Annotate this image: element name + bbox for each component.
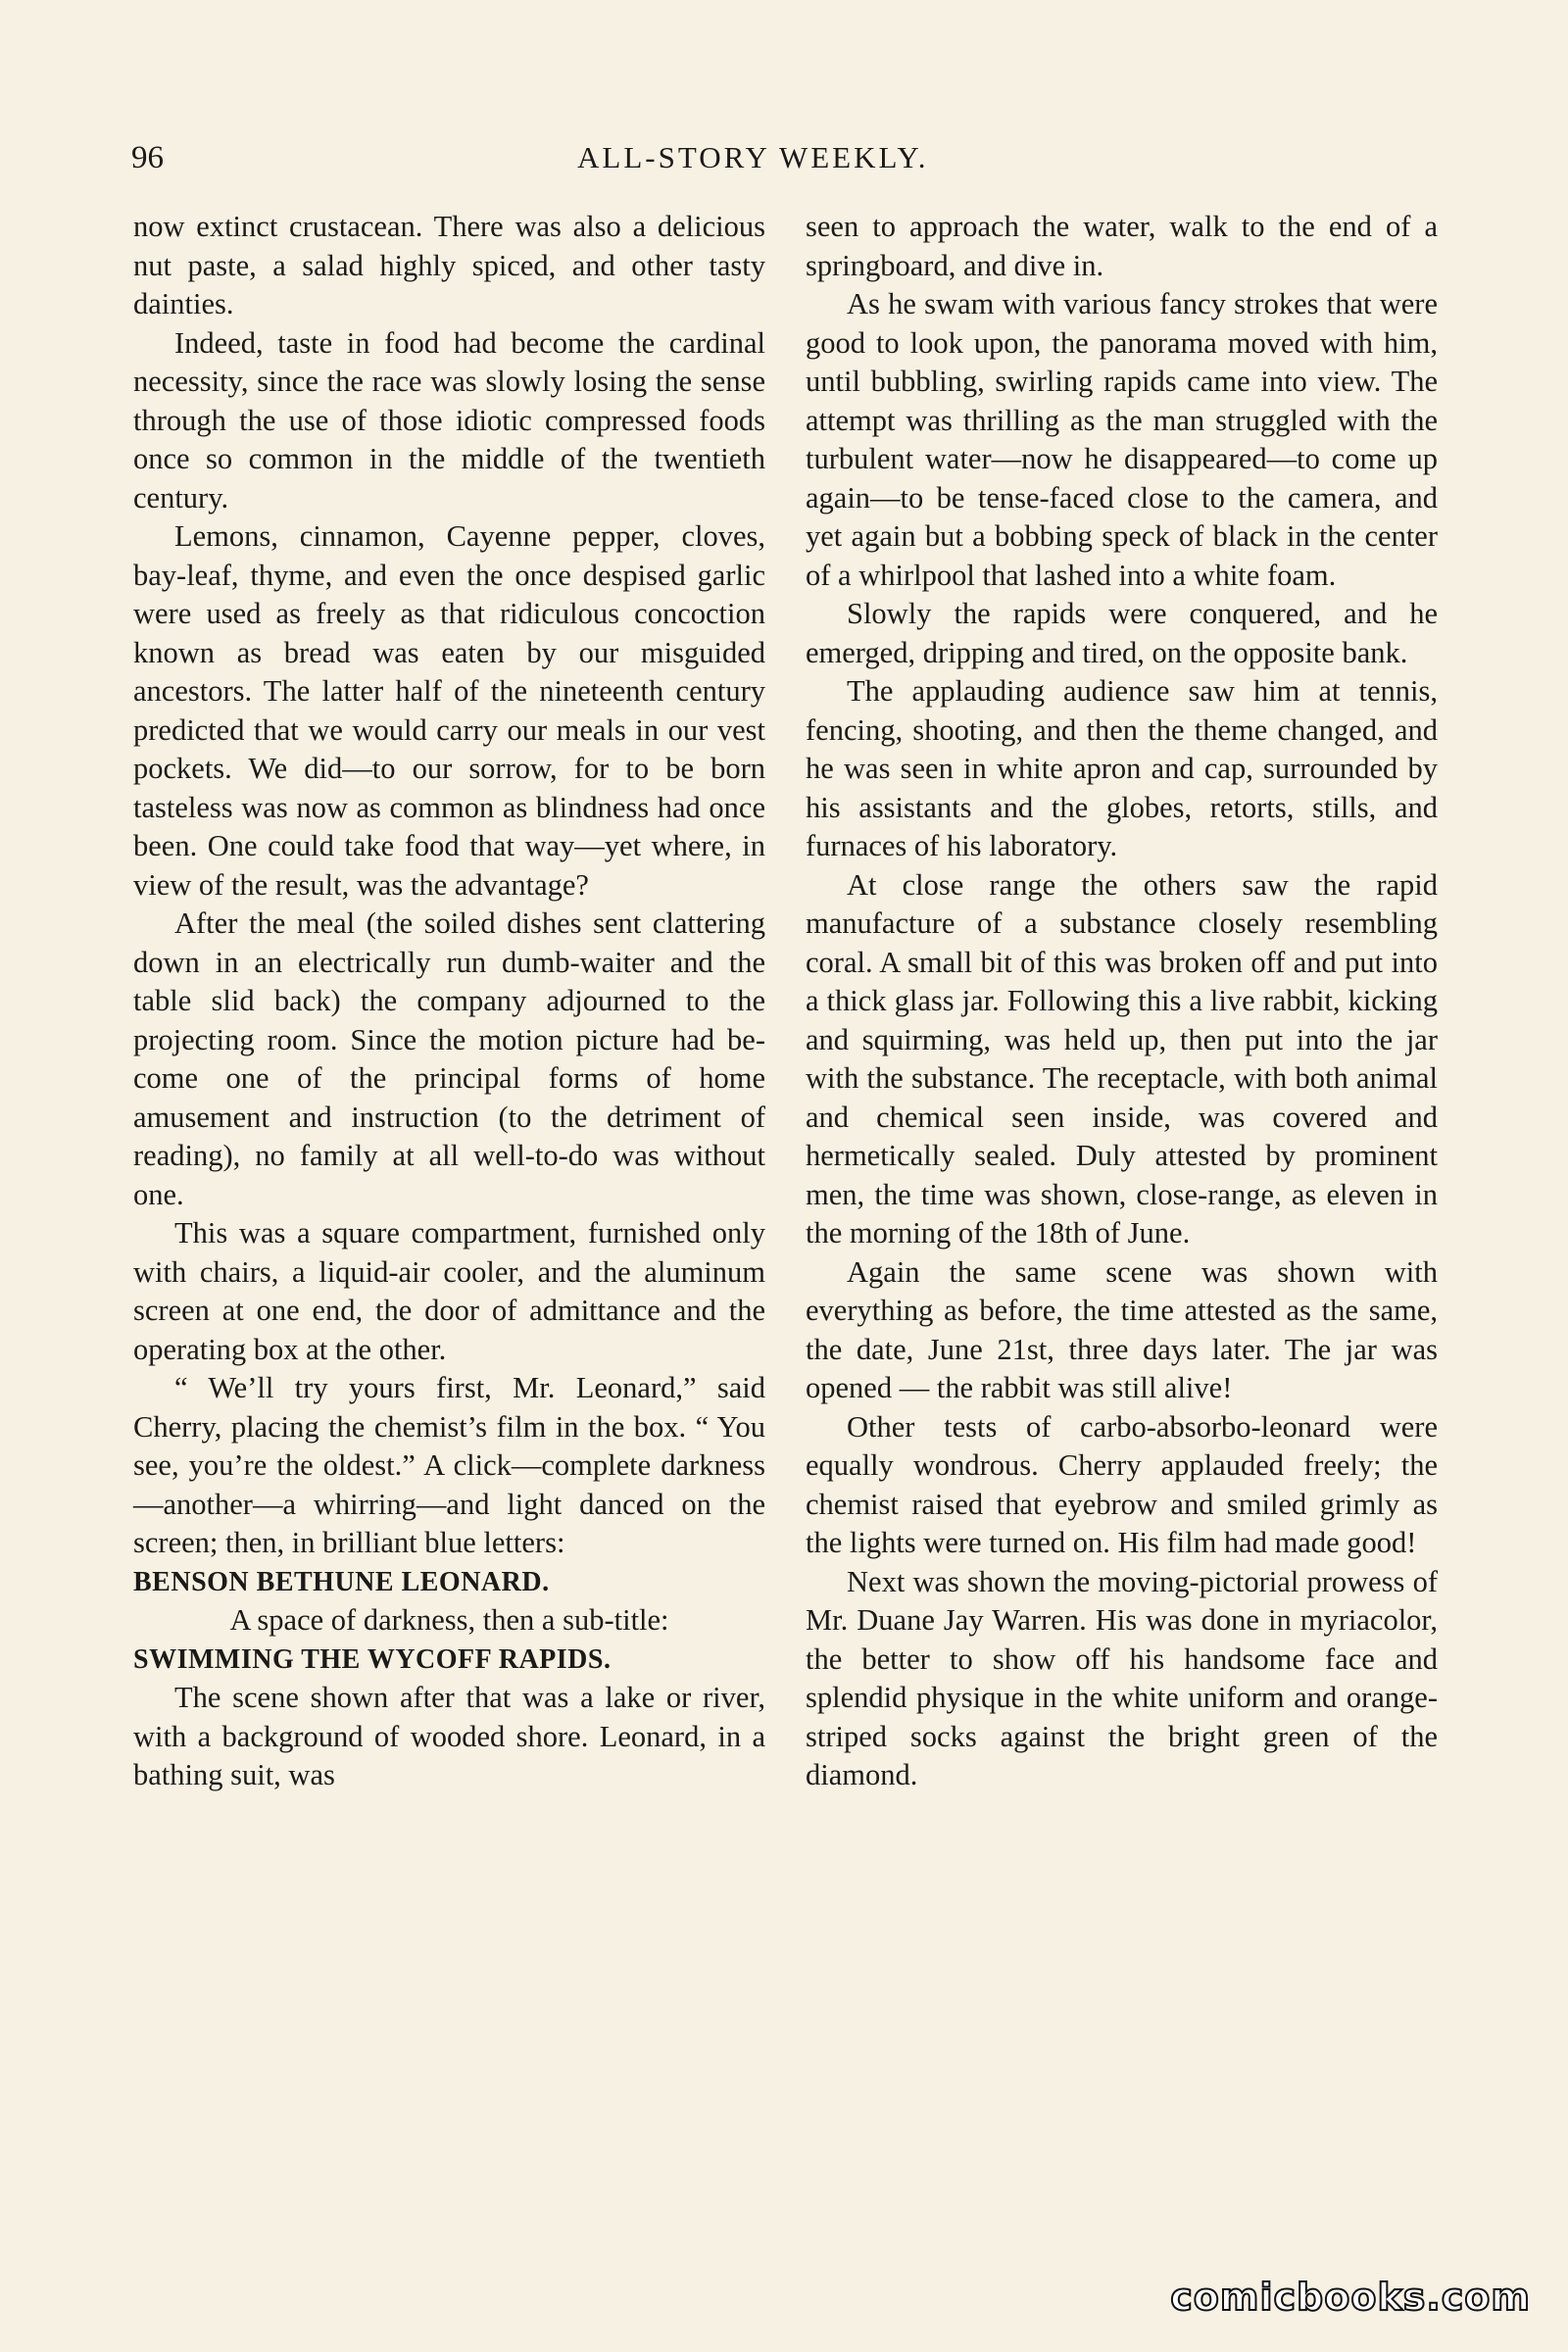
paragraph: Again the same scene was shown with everything as before, the time attested as the same, the date, June 21st, three days later. The jar was opened — the rabbit was still alive! — [806, 1254, 1438, 1404]
paragraph: At close range the others saw the rapid manufacture of a substance closely resembling coral. A small bit of this was broken off and put into a thick glass jar. Following this a live rabbit, kicking and squirming, was held up, then put into the jar with the substance. The receptacle, with both animal and chemical seen inside, was covered and hermetically sealed. Duly attested by prominent men, the time was shown, close-range, as eleven in the morning of the 18th of June. — [806, 867, 1438, 1250]
paragraph: The scene shown after that was a lake or river, with a background of wooded shore. Leonard, in a bathing suit, was — [133, 1681, 765, 1791]
paragraph: A space of darkness, then a sub-title: — [229, 1603, 669, 1637]
paragraph: Next was shown the moving-pictorial prowess of Mr. Duane Jay Warren. His was done in myriacolor, the better to show off his handsome face and splendid physique in the white uniform and orange-striped socks against the bright green of the diamond. — [806, 1564, 1438, 1791]
page-header — [131, 133, 1425, 182]
paragraph: After the meal (the soiled dishes sent clattering down in an electrically run dumb-waiter and the table slid back) the company adjourned to the projecting room. Since the motion picture had become one of the principal forms of home amusement and instruction (to the detriment of reading), no family at all well-to-do was without one. — [133, 906, 765, 1211]
magazine-title: ALL-STORY WEEKLY. — [577, 140, 929, 174]
page-number: 96 — [131, 140, 164, 175]
paragraph: Slowly the rapids were conquered, and he emerged, dripping and tired, on the opposite bank. — [806, 597, 1438, 669]
paragraph: seen to approach the water, walk to the end of a springboard, and dive in. — [806, 210, 1438, 282]
film-subtitle-card: SWIMMING THE WYCOFF RAPIDS. — [133, 1643, 612, 1675]
paragraph: Indeed, taste in food had become the cardinal necessity, since the race was slowly losing the sense through the use of those idiotic compressed foods once so common in the middle of the twentieth century. — [133, 325, 765, 514]
paragraph: Other tests of carbo-absorbo-leonard were equally wondrous. Cherry applauded freely; the chemist raised that eyebrow and smiled grimly as the lights were turned on. His film had made good! — [806, 1409, 1438, 1559]
paragraph: This was a square compartment, furnished only with chairs, a liquid-air cooler, and the aluminum screen at one end, the door of admittance and the operating box at the other. — [133, 1216, 765, 1366]
paragraph: As he swam with various fancy strokes that were good to look upon, the panorama moved with him, until bubbling, swirling rapids came into view. The attempt was thrilling as the man struggled with the turbulent water—now he disappeared—to come up again—to be tense-faced close to the camera, and yet again but a bobbing speck of black in the center of a whirlpool that lashed into a white foam. — [806, 287, 1438, 592]
right-column — [806, 208, 1438, 1795]
film-title-card: BENSON BETHUNE LEONARD. — [133, 1566, 550, 1597]
site-watermark: comicbooks.com — [1170, 2276, 1531, 2319]
left-column — [133, 208, 765, 1795]
paragraph: Lemons, cinnamon, Cayenne pepper, cloves, bay-leaf, thyme, and even the once despised garlic were used as freely as that ridiculous concoction known as bread was eaten by our misguided ancestors. The latter half of the nineteenth century predicted that we would carry our meals in our vest pockets. We did—to our sorrow, for to be born tasteless was now as common as blindness had once been. One could take food that way—yet where, in view of the result, was the advantage? — [133, 519, 765, 902]
paragraph: “ We’ll try yours first, Mr. Leonard,” said Cherry, placing the chemist’s film in the box. “ You see, you’re the oldest.” A click—complete darkness—another—a whirring—and light danced on the screen; then, in brilliant blue letters: — [133, 1371, 765, 1559]
paragraph: The applauding audience saw him at tennis, fencing, shooting, and then the theme changed, and he was seen in white apron and cap, surrounded by his assistants and the globes, retorts, stills, and furnaces of his laboratory. — [806, 674, 1438, 862]
paragraph: now extinct crustacean. There was also a delicious nut paste, a salad highly spiced, and other tasty dainties. — [133, 210, 765, 320]
